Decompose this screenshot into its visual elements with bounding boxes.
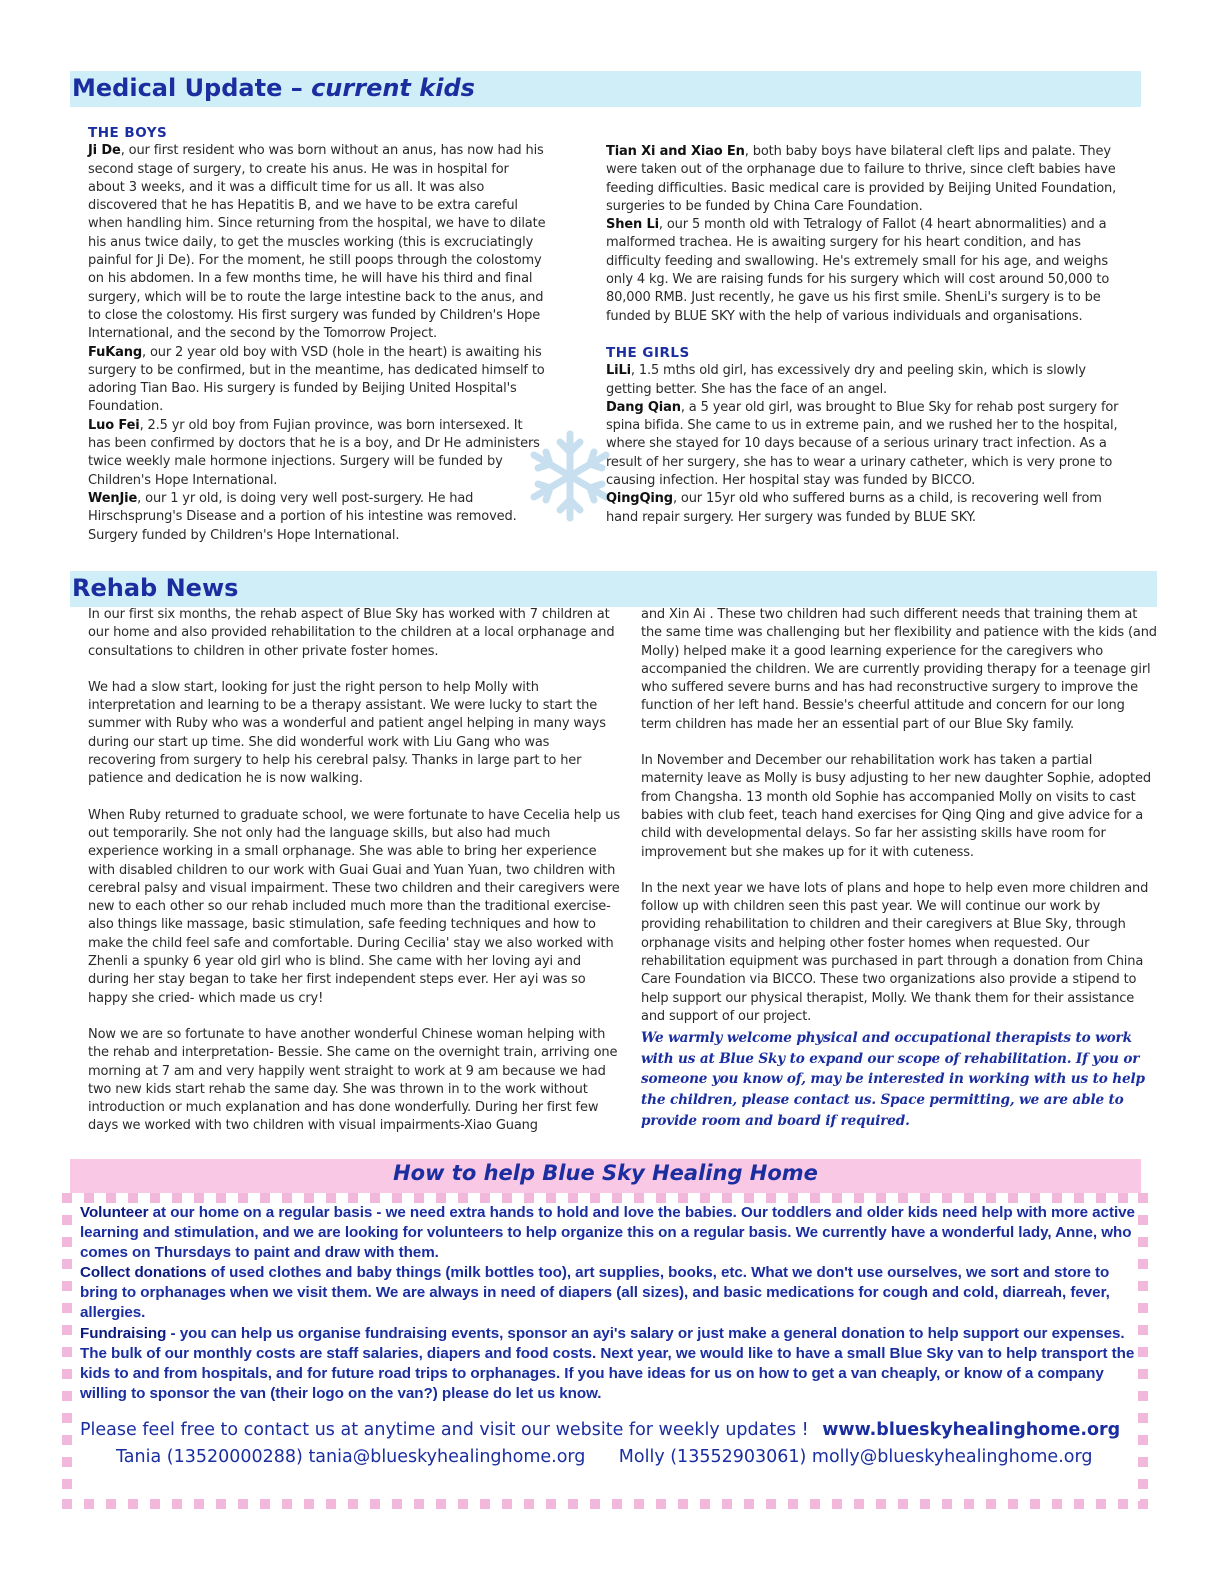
contact-line [80, 1420, 1142, 1440]
medical-title-main: Medical Update – [72, 74, 312, 102]
rehab-paragraph-5: and Xin Ai . These two children had such different needs that training them at the same time was challenging but her flexibility and patience with the kids (and Molly) helped make it a good learning experience for the caregivers who accompanied the children. We are currently providing therapy for a teenage girl who suffered severe burns and has had reconstructive surgery to improve the function of her left hand. Bessie's cheerful attitude and concern for our long term children has made her an essential part of our Blue Sky family. [641, 607, 1157, 732]
medical-boys-column [88, 124, 546, 545]
dashed-border-bottom [62, 1499, 1148, 1509]
luofei-paragraph: Luo Fei, 2.5 yr old boy from Fujian province, was born intersexed. It has been confirmed by doctors that he is a boy, and Dr He administers twice weekly male hormone injections. Surgery will be funded by Children's Hope International. [88, 417, 540, 488]
rehab-paragraph-7: In the next year we have lots of plans and hope to help even more children and follow up with children seen this past year. We will continue our work by providing rehabilitation to children and their caregivers at Blue Sky, through orphanage visits and helping other foster homes when requested. Our rehabilitation equipment was purchased in part through a donation from China Care Foundation via BICCO. These two organizations also provide a stipend to help support our physical therapist, Molly. We thank them for their assistance and support of our project. [641, 880, 1149, 1024]
rehab-paragraph-4: Now we are so fortunate to have another wonderful Chinese woman helping with the rehab and interpretation- Bessie. She came on the overnight train, arriving one morning at 7 am and very happily went straight to work at 9 am because we had two new kids start rehab the same day. She was thrown in to the work without introduction or much explanation and has done wonderfully. During her first few days we worked with two children with visual impairments-Xiao Guang [88, 1026, 618, 1134]
medical-title-italic: current kids [311, 74, 475, 102]
rehab-right-column [641, 606, 1157, 1131]
therapist-appeal: We warmly welcome physical and occupational therapists to work with us at Blue Sky to expand our scope of rehabilitation. If you or someone you know of, may be interested in working with us to help the children, please contact us. Space permitting, we are able to provide room and board if required. [641, 1030, 1145, 1129]
rehab-title: Rehab News [72, 574, 239, 602]
help-title: How to help Blue Sky Healing Home [393, 1161, 818, 1185]
tianxi-paragraph: Tian Xi and Xiao En, both baby boys have bilateral cleft lips and palate. They were taken out of the orphanage due to failure to thrive, since cleft babies have feeding difficulties. Basic medical care is provided by Beijing United Foundation, surgeries to be funded by China Care Foundation. [606, 144, 1117, 214]
rehab-paragraph-2: We had a slow start, looking for just the right person to help Molly with interpretation and learning to be a therapy assistant. We were lucky to start the summer with Ruby who was a wonderful and patient angel helping in many ways during our start up time. She did wonderful work with Liu Gang who was recovering from surgery to help his cerebral palsy. Thanks in large part to her patience and dedication he is now walking. [88, 679, 606, 787]
help-box [62, 1193, 1148, 1509]
medical-title [72, 74, 475, 102]
rehab-paragraph-3: When Ruby returned to graduate school, we were fortunate to have Cecelia help us out temporarily. She not only had the language skills, but also had much experience working in a small orphanage. She was able to bring her experience with disabled children to our work with Guai Guai and Yuan Yuan, two children with cerebral palsy and visual impairment. These two children and their caregivers were new to each other so our rehab included much more than the traditional exercise- also things like massage, basic stimulation, safe feeding techniques and how to make the child feel safe and comfortable. During Cecilia' stay we also worked with Zhenli a spunky 6 year old girl who is blind. She came with her loving ayi and during her stay began to take her first independent steps ever. Her ayi was so happy she cried- which made us cry! [88, 807, 620, 1006]
rehab-left-column [88, 606, 620, 1136]
website-link[interactable]: www.blueskyhealinghome.org [822, 1420, 1121, 1440]
jide-paragraph: Ji De, our first resident who was born without an anus, has now had his second stage of surgery, to create his anus. He was in hospital for about 3 weeks, and it was a difficult time for us all. It was also discovered that he has Hepatitis B, and we have to be extra careful when handling him. Since returning from the hospital, we have to dilate his anus twice daily, to get the muscles working (this is excruciatingly painful for Ji De). For the moment, he still poops through the colostomy on his abdomen. In a few months time, he will have his third and final surgery, which will be to route the large intestine back to the anus, and to close the colostomy. His first surgery was funded by Children's Hope International, and the second by the Tomorrow Project. [88, 143, 546, 342]
fundraising-item: Fundraising - you can help us organise fundraising events, sponsor an ayi's salary or just make a general donation to help support our expenses. The bulk of our monthly costs are staff salaries, diapers and food costs. Next year, we would like to have a small Blue Sky van to help transport the kids to and from hospitals, and for future road trips to orphanages. If you have ideas for us on how to get a van cheaply, or know of a company willing to sponsor the van (their logo on the van?) please do let us know. [80, 1324, 1135, 1402]
medical-right-column [606, 143, 1120, 527]
help-text [80, 1203, 1142, 1404]
dashed-border-top [62, 1193, 1148, 1203]
collect-item: Collect donations of used clothes and baby things (milk bottles too), art supplies, books, etc. What we don't use ourselves, we sort and store to bring to orphanages when we visit them. We are always in need of diapers (all sizes), and basic medications for cough and cold, diarreah, fever, allergies. [80, 1264, 1110, 1322]
boys-heading: THE BOYS [88, 125, 168, 141]
lili-paragraph: LiLi, 1.5 mths old girl, has excessively dry and peeling skin, which is slowly getting better. She has the face of an angel. [606, 363, 1086, 397]
contact-text: Please feel free to contact us at anytime and visit our website for weekly updates ! [80, 1420, 809, 1440]
contact-details: Tania (13520000288) tania@blueskyhealinghome.org Molly (13552903061) molly@blueskyhealinghome.org [116, 1447, 1093, 1467]
rehab-paragraph-1: In our first six months, the rehab aspect of Blue Sky has worked with 7 children at our home and also provided rehabilitation to the children at a local orphanage and consultations to children in other private foster homes. [88, 607, 615, 659]
shenli-paragraph: Shen Li, our 5 month old with Tetralogy of Fallot (4 heart abnormalities) and a malformed trachea. He is awaiting surgery for his heart condition, and has difficulty feeding and swallowing. He's extremely small for his age, and weighs only 4 kg. We are raising funds for his surgery which will cost around 50,000 to 80,000 RMB. Just recently, he gave us his first smile. ShenLi's surgery is to be funded by BLUE SKY with the help of various individuals and organisations. [606, 217, 1110, 324]
qingqing-paragraph: QingQing, our 15yr old who suffered burns as a child, is recovering well from hand repair surgery. Her surgery was funded by BLUE SKY. [606, 491, 1102, 525]
dashed-border-left [62, 1193, 72, 1509]
dangqian-paragraph: Dang Qian, a 5 year old girl, was brought to Blue Sky for rehab post surgery for spina bifida. She came to us in extreme pain, and we rushed her to the hospital, where she stayed for 10 days because of a serious urinary tract infection. As a result of her surgery, she has to wear a urinary catheter, which is very prone to causing infection. Her hospital stay was funded by BICCO. [606, 399, 1119, 489]
volunteer-item: Volunteer at our home on a regular basis - we need extra hands to hold and love the babies. Our toddlers and older kids need help with more active learning and stimulation, and we are looking for volunteers to help organize this on a regular basis. We currently have a wonderful lady, Anne, who comes on Thursdays to paint and draw with them. [80, 1204, 1135, 1262]
girls-heading: THE GIRLS [606, 344, 690, 361]
rehab-paragraph-6: In November and December our rehabilitation work has taken a partial maternity leave as Molly is busy adjusting to her new daughter Sophie, adopted from Changsha. 13 month old Sophie has accompanied Molly on visits to cast babies with club feet, teach hand exercises for Qing Qing and give advice for a child with developmental delays. So far her assisting skills have room for improvement but she makes up for it with cuteness. [641, 753, 1151, 860]
fukang-paragraph: FuKang, our 2 year old boy with VSD (hole in the heart) is awaiting his surgery to be confirmed, but in the meantime, has dedicated himself to adoring Tian Bao. His surgery is funded by Beijing United Hospital's Foundation. [88, 344, 545, 415]
wenjie-paragraph: WenJie, our 1 yr old, is doing very well post-surgery. He had Hirschsprung's Disease and a portion of his intestine was removed. Surgery funded by Children's Hope International. [88, 490, 517, 543]
